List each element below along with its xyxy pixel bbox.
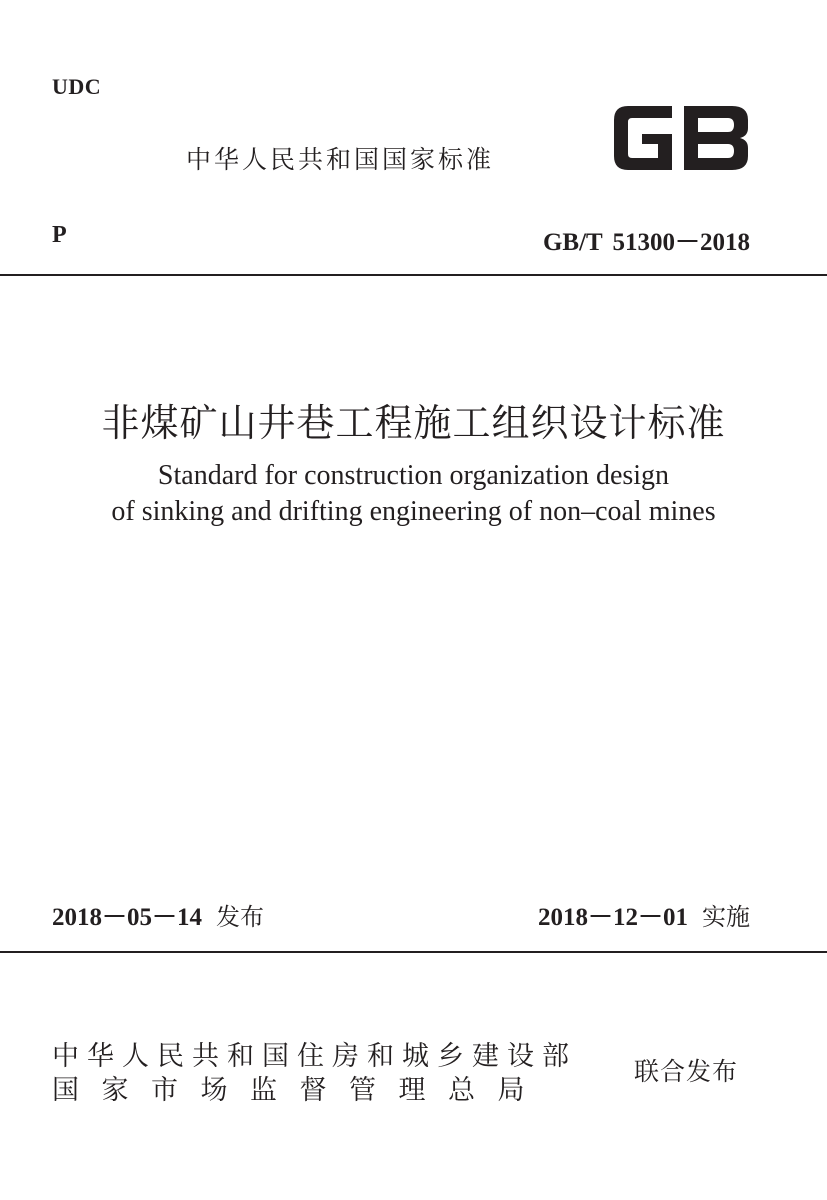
standard-number: GB/T 51300－2018 xyxy=(542,229,750,256)
joint-issue-label: 联合发布 xyxy=(634,1057,739,1086)
issue-label: 发布 xyxy=(216,903,265,931)
issuer-administration: 国家市场监督管理总局 xyxy=(52,1075,547,1106)
issuer-ministry: 中华人民共和国住房和城乡建设部 xyxy=(52,1041,577,1072)
issue-date: 2018－05－14 xyxy=(52,904,203,931)
bottom-divider xyxy=(0,951,827,953)
category-code: P xyxy=(52,222,67,248)
top-divider xyxy=(0,274,827,276)
implement-label: 实施 xyxy=(702,903,750,931)
implement-date: 2018－12－01 xyxy=(537,904,688,931)
title-english-line1: Standard for construction organization design xyxy=(157,460,670,491)
udc-label: UDC xyxy=(52,74,102,99)
issue-date-block xyxy=(52,897,264,933)
title-chinese: 非煤矿山井巷工程施工组织设计标准 xyxy=(101,401,726,445)
title-english-line2: of sinking and drifting engineering of non–coal mines xyxy=(111,496,716,527)
gb-logo-icon xyxy=(606,100,756,176)
national-standard-heading: 中华人民共和国国家标准 xyxy=(186,145,495,174)
implement-date-block xyxy=(538,897,750,933)
